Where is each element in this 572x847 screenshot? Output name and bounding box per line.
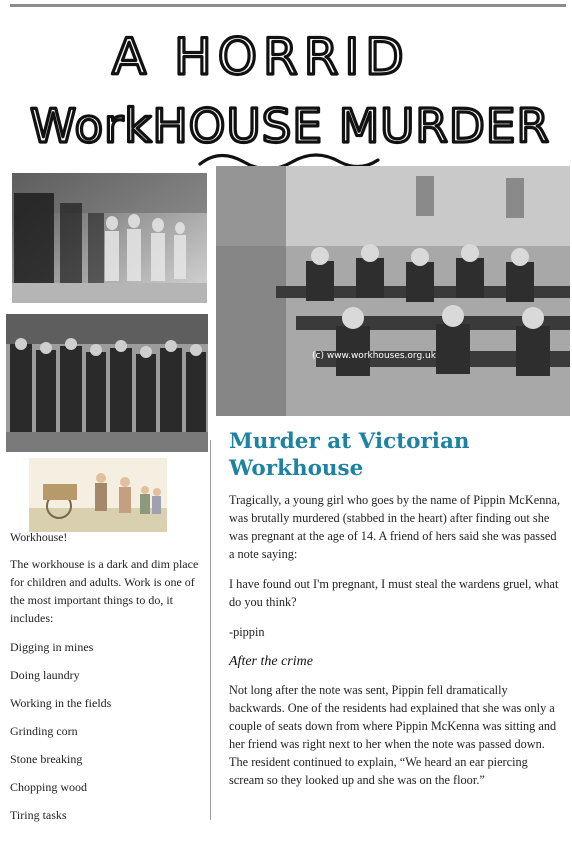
headline-line-1: A HORRID (112, 28, 410, 86)
list-item: Grinding corn (10, 724, 78, 738)
article-paragraph-2: Not long after the note was sent, Pippin fell dramatically backwards. One of the residents had explained that she was only a couple of seats down from where Pippin McKenna was sitting and her friend was right next to her when the note was passed down. The resident continued to explain, “We heard an ear piercing scream so they looked up and she was on the floor.” (229, 683, 557, 787)
column-divider (210, 440, 211, 820)
list-item: Working in the fields (10, 696, 112, 710)
article-subheading: After the crime (229, 654, 313, 669)
work-task-list (10, 638, 205, 834)
list-item: Digging in mines (10, 640, 94, 654)
headline-drawing (0, 12, 572, 172)
workhouse-label: Workhouse! (10, 530, 68, 544)
list-item: Stone breaking (10, 752, 83, 766)
headline-line-2: WorkHOUSE MURDER (30, 99, 550, 153)
article-signature: -pippin (229, 625, 265, 639)
article (229, 428, 563, 801)
article-paragraph-1: Tragically, a young girl who goes by the name of Pippin McKenna, was brutally murdered (stabbed in the heart) after finding out she was pregnant at the age of 14. A friend of hers said she was passed a note saying: (229, 493, 561, 561)
workhouse-intro: The workhouse is a dark and dim place for children and adults. Work is one of the most important things to do, it includes: (10, 557, 199, 625)
workhouse-dining-hall-photo (216, 166, 570, 416)
article-note-quote: I have found out I'm pregnant, I must steal the wardens gruel, what do you think? (229, 577, 559, 609)
photo-watermark: (c) www.workhouses.org.uk (312, 351, 436, 361)
workhouse-illustration (29, 458, 167, 532)
list-item: Doing laundry (10, 668, 80, 682)
factory-workers-photo (12, 173, 207, 303)
headline (0, 12, 572, 172)
top-rule (10, 4, 566, 7)
child-workers-group-photo (6, 314, 208, 452)
list-item: Tiring tasks (10, 808, 67, 822)
list-item: Chopping wood (10, 780, 88, 794)
article-title: Murder at Victorian Workhouse (229, 429, 470, 481)
